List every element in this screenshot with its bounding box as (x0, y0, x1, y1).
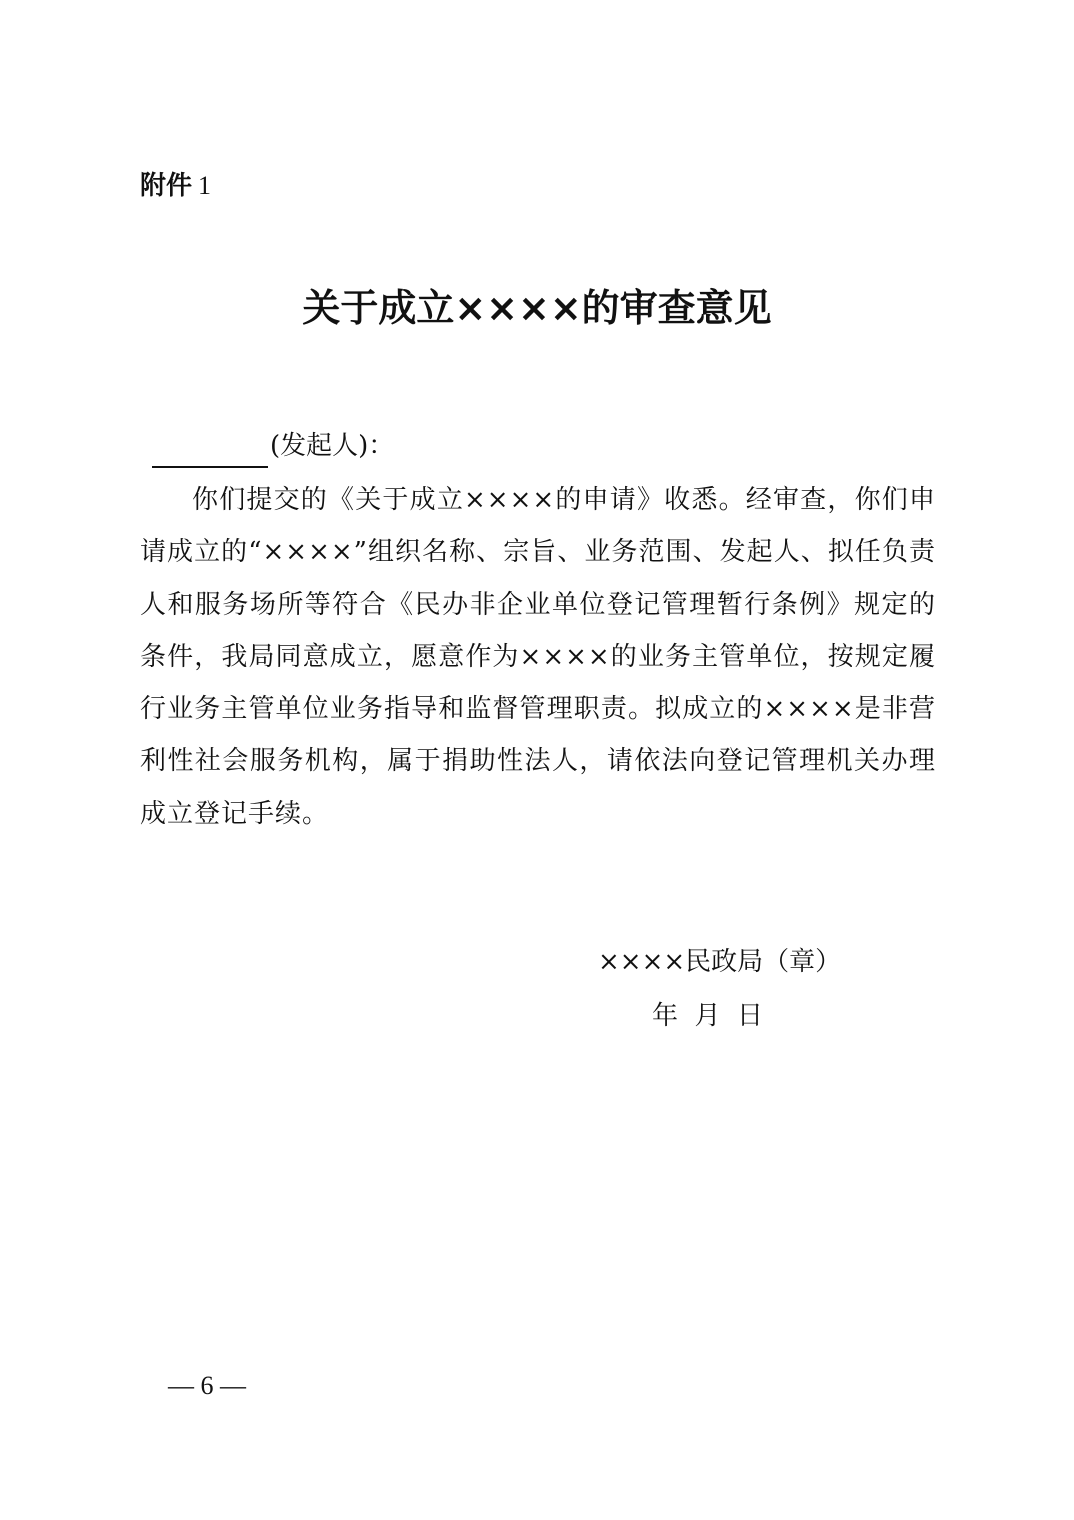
attachment-label (140, 166, 211, 206)
body-paragraph: 你们提交的《关于成立××××的申请》收悉。经审查，你们申请成立的“××××”组织名称、宗旨、业务范围、发起人、拟任负责人和服务场所等符合《民办非企业单位登记管理暂行条例》规定的条件，我局同意成立，愿意作为××××的业务主管单位，按规定履行业务主管单位业务指导和监督管理职责。拟成立的××××是非营利性社会服务机构，属于捐助性法人，请依法向登记管理机关办理成立登记手续。 (140, 485, 936, 829)
attachment-number: 1 (198, 171, 212, 200)
addressee-blank-line (152, 436, 268, 468)
document-title: 关于成立××××的审查意见 (302, 286, 772, 330)
page-number: — 6 — (168, 1371, 246, 1400)
date-line: 年 月 日 (652, 1001, 764, 1031)
issuer-signature: ××××民政局（章） (598, 947, 842, 977)
salutation (152, 424, 394, 468)
salutation-suffix: (发起人)： (270, 431, 395, 461)
attachment-label-text: 附件 (140, 171, 193, 201)
